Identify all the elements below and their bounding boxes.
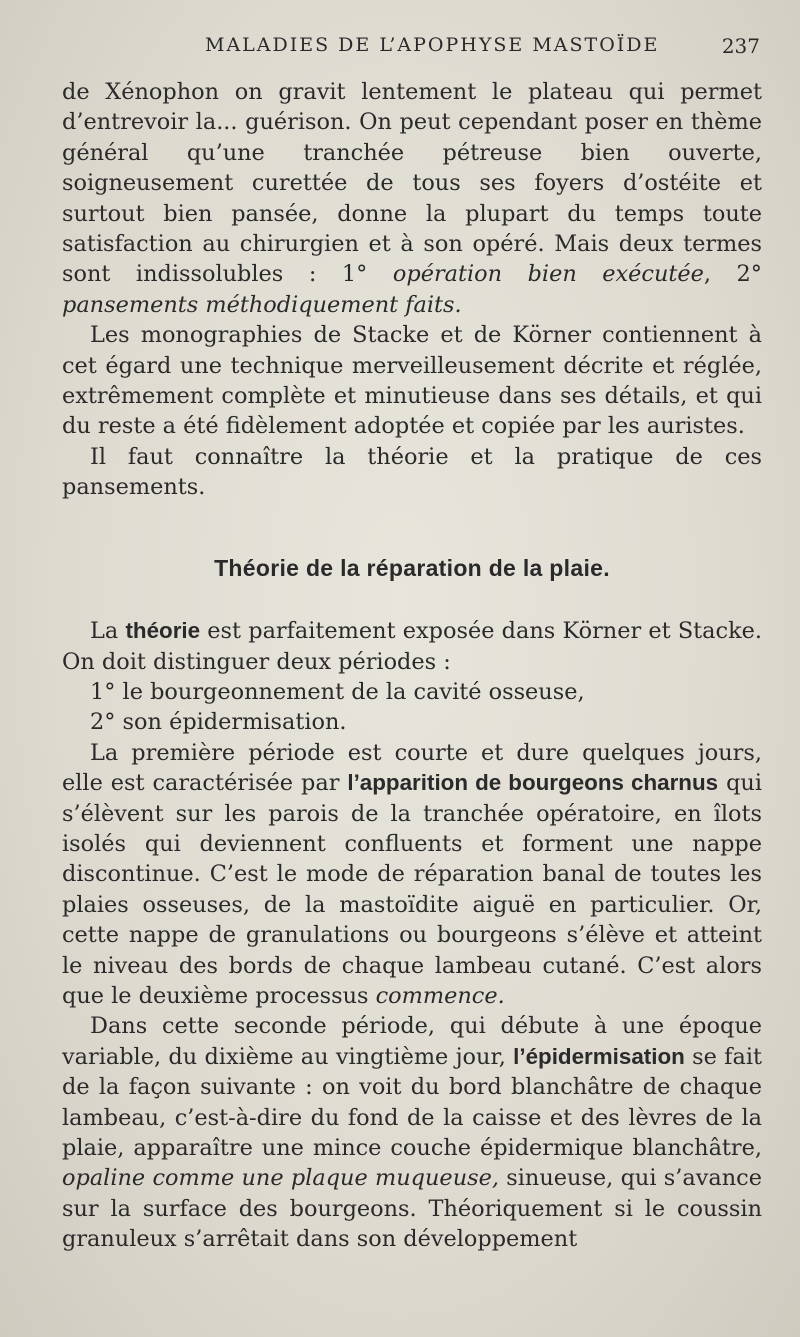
page-body [62,77,762,1255]
emphasis: opaline comme une plaque muqueuse, [62,1165,499,1192]
page-number: 237 [721,34,760,58]
emphasis: opération bien exécutée [392,261,704,288]
page-header [0,34,800,74]
running-title: MALADIES DE L’APOPHYSE MASTOÏDE [205,34,660,56]
paragraph: La première période est courte et dure quelques jours, elle est caractérisée par l’apparition de bourgeons charnus qui s’élèvent sur les parois de la tranchée opératoire, en îlots isolés qui deviennent confluents et forment une nappe discontinue. C’est le mode de réparation banal de toutes les plaies osseuses, de la mastoïdite aiguë en particulier. Or, cette nappe de granulations ou bourgeons s’élève et atteint le niveau des bords de chaque lambeau cutané. C’est alors que le deuxième processus commence. [62,739,762,1009]
bold-term: théorie [125,618,201,644]
paragraph: Dans cette seconde période, qui débute à une époque variable, du dixième au vingtième jour, l’épidermisation se fait de la façon suivante : on voit du bord blanchâtre de chaque lambeau, c’est-à-dire du fond de la caisse et des lèvres de la plaie, apparaître une mince couche épidermique blanchâtre, opaline comme une plaque muqueuse, sinueuse, qui s’avance sur la surface des bourgeons. Théoriquement si le coussin granuleux s’arrêtait dans son développement [62,1013,762,1253]
bold-term: l’épidermisation [513,1043,685,1069]
emphasis: commence. [375,982,505,1009]
bold-term: l’apparition de bourgeons charnus [347,770,719,796]
list-item: 2° son épidermisation. [90,709,347,736]
paragraph: de Xénophon on gravit lentement le plateau qui permet d’entrevoir la... guérison. On peut cependant poser en thème général qu’une tranchée pétreuse bien ouverte, soigneusement curettée de tous ses foyers d’ostéite et surtout bien pansée, donne la plupart du temps toute satisfaction au chirurgien et à son opéré. Mais deux termes sont indissolubles : 1° opération bien exécutée, 2° pansements méthodiquement faits. [62,79,763,318]
paragraph: Il faut connaître la théorie et la pratique de ces pansements. [62,443,762,501]
paragraph: Les monographies de Stacke et de Körner contiennent à cet égard une technique merveilleusement décrite et réglée, extrêmement complète et minutieuse dans ses détails, et qui du reste a été fidèlement adoptée et copiée par les auristes. [62,322,762,440]
section-heading: Théorie de la réparation de la plaie. [214,554,610,581]
paragraph: La théorie est parfaitement exposée dans Körner et Stacke. On doit distinguer deux périodes : [62,618,762,675]
list-item: 1° le bourgeonnement de la cavité osseuse, [90,678,585,705]
emphasis: pansements méthodiquement faits. [62,291,462,318]
